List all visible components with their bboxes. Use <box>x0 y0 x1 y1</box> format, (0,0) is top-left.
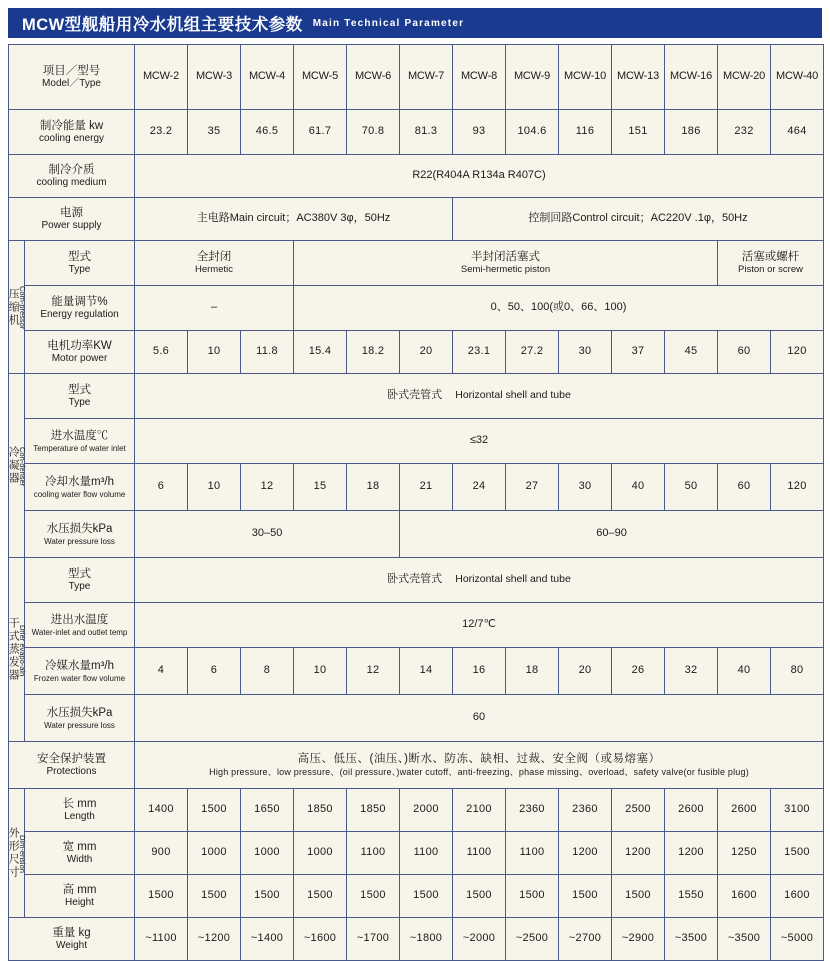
row-label-length <box>25 789 135 832</box>
row-length <box>9 789 824 832</box>
cell-cooling-water-flow-10: 50 <box>665 464 718 511</box>
label-en: Temperature of water inlet <box>33 443 126 453</box>
cell-motor-power-3: 15.4 <box>294 331 347 374</box>
cell-cooling-energy-4: 70.8 <box>347 110 400 155</box>
row-frozen-water-flow <box>9 648 824 695</box>
label-cn: 能量调节% <box>51 295 108 308</box>
cell-condenser-pressure-loss-low: 30–50 <box>135 511 400 558</box>
cell-evaporator-pressure-loss-value: 60 <box>135 695 824 742</box>
cell-weight-0: ~1100 <box>135 918 188 961</box>
header-model-label <box>9 45 135 110</box>
cell-motor-power-10: 45 <box>665 331 718 374</box>
cell-height-12: 1600 <box>771 875 824 918</box>
row-label-evaporator-pressure-loss <box>25 695 135 742</box>
value-cn: 卧式壳管式 <box>387 389 443 402</box>
cell-power-supply-control: 控制回路Control circuit；AC220V .1φ，50Hz <box>453 198 824 241</box>
header-model-9: MCW-13 <box>612 45 665 110</box>
cell-height-11: 1600 <box>718 875 771 918</box>
side-label-cn: 外形尺寸 <box>7 827 20 879</box>
row-label-condenser-pressure-loss <box>25 511 135 558</box>
row-label-condenser-type <box>25 374 135 419</box>
cell-height-5: 1500 <box>400 875 453 918</box>
header-model-8: MCW-10 <box>559 45 612 110</box>
cell-frozen-water-flow-10: 32 <box>665 648 718 695</box>
cell-cooling-water-flow-3: 15 <box>294 464 347 511</box>
label-en: Length <box>64 810 95 822</box>
label-cn: 长 mm <box>62 797 97 810</box>
cell-cooling-water-flow-0: 6 <box>135 464 188 511</box>
cell-width-1: 1000 <box>188 832 241 875</box>
cell-width-12: 1500 <box>771 832 824 875</box>
row-label-height <box>25 875 135 918</box>
side-label-evaporator <box>9 558 25 742</box>
cell-frozen-water-flow-9: 26 <box>612 648 665 695</box>
value-en: Horizontal shell and tube <box>455 573 571 586</box>
cell-cooling-water-flow-2: 12 <box>241 464 294 511</box>
cell-length-8: 2360 <box>559 789 612 832</box>
value-en: Hermetic <box>195 264 234 276</box>
header-model-10: MCW-16 <box>665 45 718 110</box>
label-en: Protections <box>46 765 97 777</box>
row-evaporator-water-temp <box>9 603 824 648</box>
cell-weight-4: ~1700 <box>347 918 400 961</box>
cell-height-4: 1500 <box>347 875 400 918</box>
cell-weight-5: ~1800 <box>400 918 453 961</box>
cell-motor-power-2: 11.8 <box>241 331 294 374</box>
value-cn: 活塞或螺杆 <box>741 250 800 263</box>
cell-length-6: 2100 <box>453 789 506 832</box>
row-label-protections <box>9 742 135 789</box>
cell-width-10: 1200 <box>665 832 718 875</box>
cell-length-9: 2500 <box>612 789 665 832</box>
page-title-cn: MCW型舰船用冷水机组主要技术参数 <box>22 16 303 34</box>
row-label-compressor-type <box>25 241 135 286</box>
row-label-weight <box>9 918 135 961</box>
side-label-condenser <box>9 374 25 558</box>
cell-frozen-water-flow-4: 12 <box>347 648 400 695</box>
cell-motor-power-5: 20 <box>400 331 453 374</box>
specification-table <box>8 44 824 961</box>
cell-motor-power-7: 27.2 <box>506 331 559 374</box>
cell-motor-power-1: 10 <box>188 331 241 374</box>
value-en: Horizontal shell and tube <box>455 389 571 402</box>
cell-cooling-water-flow-8: 30 <box>559 464 612 511</box>
cell-height-7: 1500 <box>506 875 559 918</box>
cell-frozen-water-flow-12: 80 <box>771 648 824 695</box>
cell-height-3: 1500 <box>294 875 347 918</box>
cell-cooling-water-flow-4: 18 <box>347 464 400 511</box>
label-cn: 安全保护装置 <box>37 752 106 765</box>
label-en: Weight <box>56 939 87 951</box>
cell-weight-6: ~2000 <box>453 918 506 961</box>
cell-frozen-water-flow-0: 4 <box>135 648 188 695</box>
cell-weight-9: ~2900 <box>612 918 665 961</box>
cell-cooling-water-flow-12: 120 <box>771 464 824 511</box>
cell-energy-regulation-steps: 0、50、100(或0、66、100) <box>294 286 824 331</box>
side-label-cn: 干式蒸发器 <box>7 617 20 682</box>
label-cn: 型式 <box>68 250 91 263</box>
cell-height-1: 1500 <box>188 875 241 918</box>
label-cn: 型式 <box>68 383 91 396</box>
cell-width-11: 1250 <box>718 832 771 875</box>
cell-length-10: 2600 <box>665 789 718 832</box>
cell-weight-8: ~2700 <box>559 918 612 961</box>
cell-frozen-water-flow-6: 16 <box>453 648 506 695</box>
cell-weight-7: ~2500 <box>506 918 559 961</box>
cell-condenser-pressure-loss-high: 60–90 <box>400 511 824 558</box>
cell-length-4: 1850 <box>347 789 400 832</box>
label-en: cooling energy <box>38 132 105 144</box>
cell-evaporator-type-value <box>135 558 824 603</box>
cell-cooling-energy-5: 81.3 <box>400 110 453 155</box>
cell-frozen-water-flow-7: 18 <box>506 648 559 695</box>
cell-cooling-energy-8: 116 <box>559 110 612 155</box>
side-label-en: Drier evapo-ain <box>17 624 27 677</box>
page-title <box>8 8 822 38</box>
label-cn: 冷却水量m³/h <box>45 476 114 489</box>
label-cn: 制冷介质 <box>48 163 95 176</box>
cell-motor-power-12: 120 <box>771 331 824 374</box>
row-condenser-water-inlet <box>9 419 824 464</box>
cell-width-4: 1100 <box>347 832 400 875</box>
cell-frozen-water-flow-11: 40 <box>718 648 771 695</box>
cell-compressor-type-hermetic <box>135 241 294 286</box>
row-label-energy-regulation <box>25 286 135 331</box>
cell-weight-2: ~1400 <box>241 918 294 961</box>
value-cn: 全封闭 <box>196 250 232 263</box>
cell-length-11: 2600 <box>718 789 771 832</box>
row-width <box>9 832 824 875</box>
cell-cooling-energy-9: 151 <box>612 110 665 155</box>
row-energy-regulation <box>9 286 824 331</box>
cell-evaporator-water-temp-value: 12/7℃ <box>135 603 824 648</box>
header-model-11: MCW-20 <box>718 45 771 110</box>
row-compressor-type <box>9 241 824 286</box>
row-label-cooling-medium <box>9 155 135 198</box>
label-cn: 进水温度℃ <box>50 430 109 443</box>
row-height <box>9 875 824 918</box>
cell-height-0: 1500 <box>135 875 188 918</box>
cell-frozen-water-flow-2: 8 <box>241 648 294 695</box>
cell-cooling-water-flow-11: 60 <box>718 464 771 511</box>
side-label-cn: 冷凝器 <box>7 445 20 485</box>
header-model-6: MCW-8 <box>453 45 506 110</box>
cell-length-12: 3100 <box>771 789 824 832</box>
cell-length-7: 2360 <box>506 789 559 832</box>
label-cn: 重量 kg <box>52 926 91 939</box>
label-en: Water pressure loss <box>44 720 115 730</box>
cell-length-1: 1500 <box>188 789 241 832</box>
cell-motor-power-9: 37 <box>612 331 665 374</box>
cell-frozen-water-flow-1: 6 <box>188 648 241 695</box>
page-title-en: Main Technical Parameter <box>312 17 465 29</box>
cell-height-2: 1500 <box>241 875 294 918</box>
label-cn: 型式 <box>68 567 91 580</box>
cell-cooling-energy-12: 464 <box>771 110 824 155</box>
cell-length-2: 1650 <box>241 789 294 832</box>
row-label-evaporator-type <box>25 558 135 603</box>
label-en: Type <box>68 263 91 275</box>
label-en: cooling medium <box>36 176 107 188</box>
label-en: Water-inlet and outlet temp <box>31 627 128 637</box>
side-label-dimensions <box>9 789 25 918</box>
row-cooling-energy <box>9 110 824 155</box>
cell-cooling-water-flow-1: 10 <box>188 464 241 511</box>
label-cn: 制冷能量 kw <box>39 119 104 132</box>
cell-height-10: 1550 <box>665 875 718 918</box>
cell-width-5: 1100 <box>400 832 453 875</box>
header-model-12: MCW-40 <box>771 45 824 110</box>
header-model-2: MCW-4 <box>241 45 294 110</box>
cell-cooling-medium-value: R22(R404A R134a R407C) <box>135 155 824 198</box>
cell-height-8: 1500 <box>559 875 612 918</box>
label-cn: 水压损失kPa <box>46 707 113 720</box>
cell-cooling-energy-3: 61.7 <box>294 110 347 155</box>
cell-width-7: 1100 <box>506 832 559 875</box>
cell-compressor-type-semi-hermetic <box>294 241 718 286</box>
side-label-cn: 压缩机 <box>7 287 20 327</box>
label-cn: 电源 <box>60 206 83 219</box>
header-model-4: MCW-6 <box>347 45 400 110</box>
header-model-label-cn: 项目／型号 <box>42 64 101 77</box>
header-model-1: MCW-3 <box>188 45 241 110</box>
label-cn: 冷媒水量m³/h <box>45 660 114 673</box>
cell-length-3: 1850 <box>294 789 347 832</box>
label-en: Width <box>66 853 93 865</box>
cell-width-0: 900 <box>135 832 188 875</box>
cell-length-0: 1400 <box>135 789 188 832</box>
cell-compressor-type-piston-screw <box>718 241 824 286</box>
cell-weight-10: ~3500 <box>665 918 718 961</box>
cell-cooling-energy-10: 186 <box>665 110 718 155</box>
row-label-cooling-water-flow <box>25 464 135 511</box>
cell-cooling-energy-11: 232 <box>718 110 771 155</box>
cell-cooling-energy-0: 23.2 <box>135 110 188 155</box>
cell-weight-1: ~1200 <box>188 918 241 961</box>
label-en: Type <box>68 580 91 592</box>
row-evaporator-pressure-loss <box>9 695 824 742</box>
cell-cooling-energy-1: 35 <box>188 110 241 155</box>
value-cn: 卧式壳管式 <box>387 573 443 586</box>
cell-protections-value <box>135 742 824 789</box>
cell-frozen-water-flow-8: 20 <box>559 648 612 695</box>
cell-motor-power-6: 23.1 <box>453 331 506 374</box>
label-cn: 进出水温度 <box>50 614 109 627</box>
cell-width-3: 1000 <box>294 832 347 875</box>
cell-condenser-water-inlet-value: ≤32 <box>135 419 824 464</box>
label-en: Power supply <box>41 219 102 231</box>
side-label-compressor <box>9 241 25 374</box>
value-cn: 半封闭活塞式 <box>471 250 541 263</box>
cell-cooling-energy-6: 93 <box>453 110 506 155</box>
cell-cooling-water-flow-7: 27 <box>506 464 559 511</box>
header-model-7: MCW-9 <box>506 45 559 110</box>
cell-motor-power-0: 5.6 <box>135 331 188 374</box>
value-en: High pressure、low pressure、(oil pressure、)water cutoff、anti-freezing、phase missing、overload、safety valve(or fusible plug) <box>209 766 749 777</box>
cell-motor-power-8: 30 <box>559 331 612 374</box>
row-evaporator-type <box>9 558 824 603</box>
label-cn: 高 mm <box>62 883 97 896</box>
row-label-motor-power <box>25 331 135 374</box>
cell-motor-power-11: 60 <box>718 331 771 374</box>
row-condenser-type <box>9 374 824 419</box>
cell-weight-11: ~3500 <box>718 918 771 961</box>
cell-power-supply-main: 主电路Main circuit；AC380V 3φ，50Hz <box>135 198 453 241</box>
cell-cooling-energy-7: 104.6 <box>506 110 559 155</box>
row-label-condenser-water-inlet <box>25 419 135 464</box>
cell-width-9: 1200 <box>612 832 665 875</box>
cell-frozen-water-flow-3: 10 <box>294 648 347 695</box>
cell-condenser-type-value <box>135 374 824 419</box>
cell-length-5: 2000 <box>400 789 453 832</box>
header-model-5: MCW-7 <box>400 45 453 110</box>
label-en: Type <box>68 396 91 408</box>
label-cn: 宽 mm <box>62 840 97 853</box>
row-label-evaporator-water-temp <box>25 603 135 648</box>
row-weight <box>9 918 824 961</box>
label-cn: 电机功率KW <box>47 339 112 352</box>
cell-motor-power-4: 18.2 <box>347 331 400 374</box>
cell-width-2: 1000 <box>241 832 294 875</box>
cell-width-8: 1200 <box>559 832 612 875</box>
cell-cooling-energy-2: 46.5 <box>241 110 294 155</box>
cell-width-6: 1100 <box>453 832 506 875</box>
value-cn: 高压、低压、(油压、)断水、防冻、缺相、过裁、安全阀（或易熔塞） <box>297 753 661 766</box>
side-label-en: Dim-ension <box>17 835 27 873</box>
cell-weight-3: ~1600 <box>294 918 347 961</box>
cell-height-6: 1500 <box>453 875 506 918</box>
cell-height-9: 1500 <box>612 875 665 918</box>
label-en: Height <box>65 896 94 908</box>
cell-weight-12: ~5000 <box>771 918 824 961</box>
cell-cooling-water-flow-6: 24 <box>453 464 506 511</box>
label-en: Water pressure loss <box>44 536 115 546</box>
cell-cooling-water-flow-9: 40 <box>612 464 665 511</box>
row-cooling-water-flow <box>9 464 824 511</box>
row-protections <box>9 742 824 789</box>
side-label-en: Com-pressor <box>17 286 27 330</box>
label-en: Energy regulation <box>40 308 119 320</box>
row-label-width <box>25 832 135 875</box>
row-motor-power <box>9 331 824 374</box>
label-en: Frozen water flow volume <box>33 673 126 683</box>
value-en: Piston or screw <box>738 264 803 276</box>
row-label-power-supply <box>9 198 135 241</box>
row-cooling-medium <box>9 155 824 198</box>
label-cn: 水压损失kPa <box>46 523 113 536</box>
value-en: Semi-hermetic piston <box>460 264 551 276</box>
label-en: cooling water flow volume <box>33 489 126 499</box>
header-model-3: MCW-5 <box>294 45 347 110</box>
side-label-en: Con-denser <box>17 446 27 487</box>
row-power-supply <box>9 198 824 241</box>
cell-cooling-water-flow-5: 21 <box>400 464 453 511</box>
label-en: Motor power <box>51 352 108 364</box>
cell-energy-regulation-none: – <box>135 286 294 331</box>
cell-frozen-water-flow-5: 14 <box>400 648 453 695</box>
table-header-row <box>9 45 824 110</box>
header-model-0: MCW-2 <box>135 45 188 110</box>
row-condenser-pressure-loss <box>9 511 824 558</box>
header-model-label-en: Model／Type <box>42 77 101 89</box>
row-label-frozen-water-flow <box>25 648 135 695</box>
row-label-cooling-energy <box>9 110 135 155</box>
